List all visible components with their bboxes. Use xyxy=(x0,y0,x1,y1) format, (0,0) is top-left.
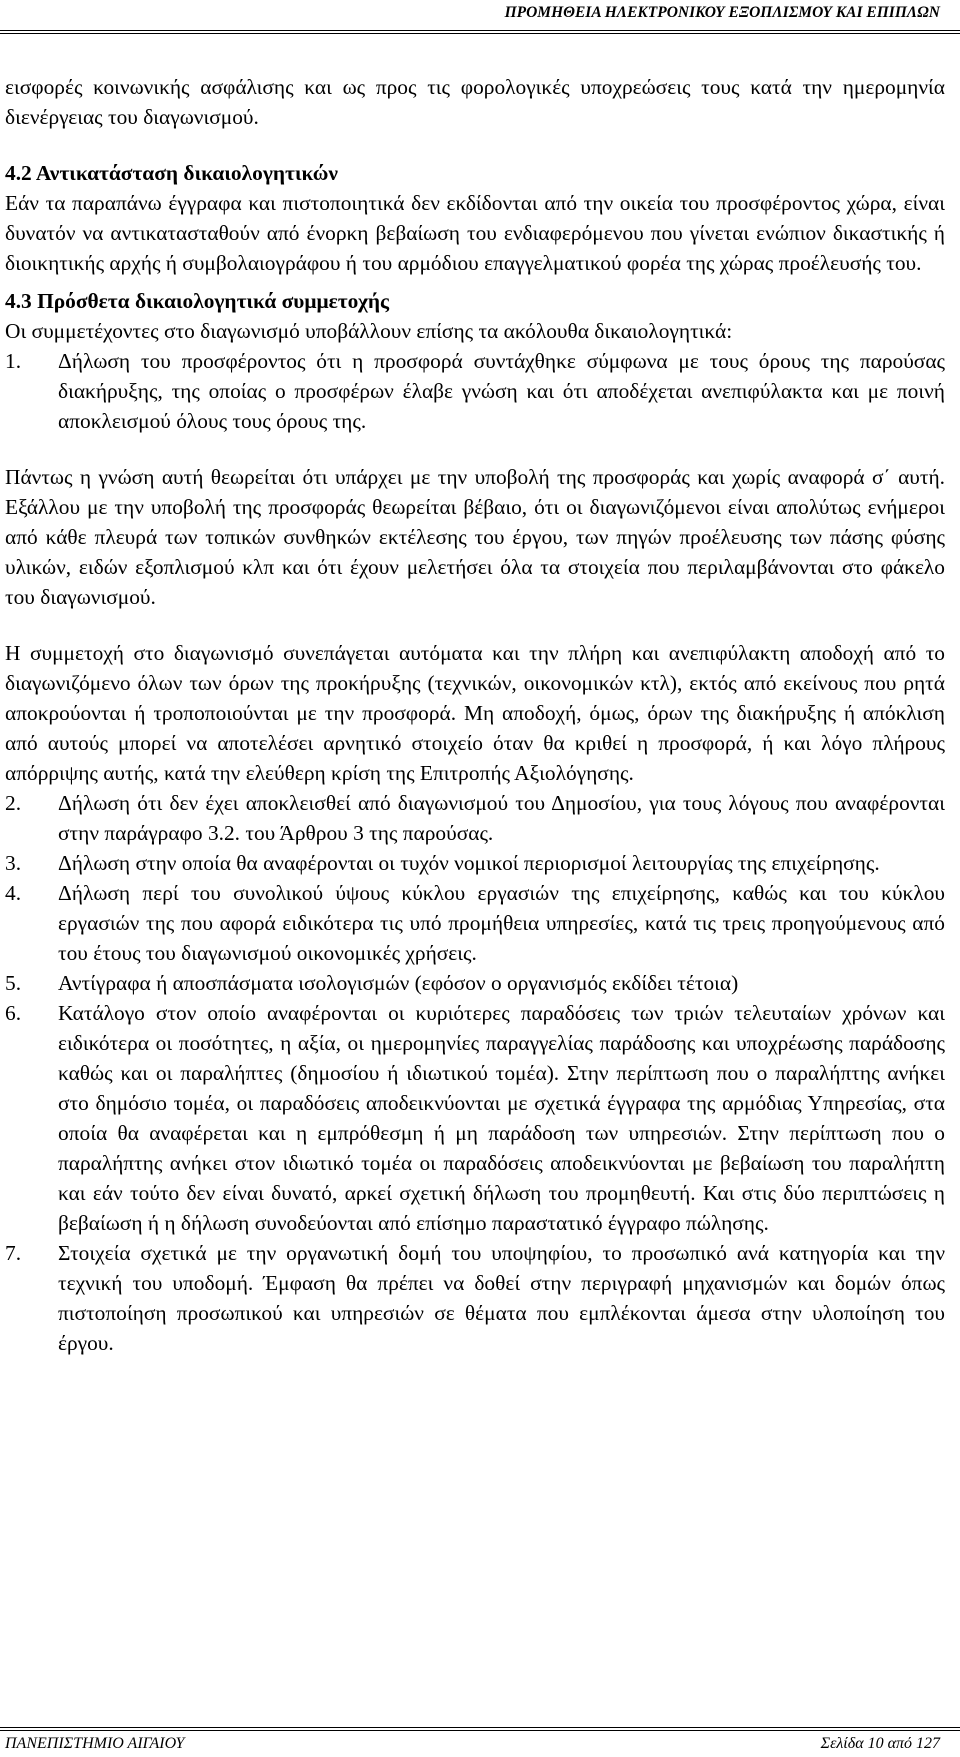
item1-paragraph-3: Η συμμετοχή στο διαγωνισμό συνεπάγεται αυτόματα και την πλήρη και ανεπιφύλακτη αποδοχή από το διαγωνιζόμενο όλων των όρων της προκήρυξης (τεχνικών, οικονομικών κτλ), εκτός από εκείνους που ρητά αποκρούονται ή τροποποιούνται με την προσφορά. Μη αποδοχή, όμως, όρων της διακήρυξης ή απόκλιση από αυτούς μπορεί να αποτελέσει αρνητικό στοιχείο όταν θα κριθεί η προσφορά, ή και λόγο πλήρους απόρριψης αυτής, κατά την ελεύθερη κρίση της Επιτροπής Αξιολόγησης. xyxy=(5,641,945,785)
list-item-text: Δήλωση του προσφέροντος ότι η προσφορά συντάχθηκε σύμφωνα με τους όρους της παρούσας διακήρυξης, της οποίας ο προσφέρων έλαβε γνώση και ότι αποδέχεται ανεπιφύλακτα και με ποινή αποκλεισμού όλους τους όρους της. xyxy=(58,349,945,433)
list-item xyxy=(5,346,945,436)
list-item-number: 4. xyxy=(5,881,22,905)
item1-paragraph-2: Πάντως η γνώση αυτή θεωρείται ότι υπάρχει με την υποβολή της προσφοράς και χωρίς αναφορά σ΄ αυτή. Εξάλλου με την υποβολή της προσφοράς θεωρείται βέβαιο, ότι οι διαγωνιζόμενοι είναι απολύτως ενήμεροι από κάθε πλευρά των τοπικών συνθηκών εκτέλεσης του έργου, των πηγών προέλευσης των πάσης φύσης υλικών, ειδών εξοπλισμού κλπ και ότι έχουν μελετήσει όλα τα στοιχεία που περιλαμβάνονται στο φάκελο του διαγωνισμού. xyxy=(5,465,945,609)
section-4-2-paragraph: Εάν τα παραπάνω έγγραφα και πιστοποιητικά δεν εκδίδονται από την οικεία του προσφέροντος χώρα, είναι δυνατόν να αντικατασταθούν από ένορκη βεβαίωση του ενδιαφερόμενου που γίνεται ενώπιον δικαστικής ή διοικητικής αρχής ή συμβολαιογράφου ή του αρμόδιου επαγγελματικού φορέα της χώρας προέλευσής του. xyxy=(5,191,945,275)
list-item-number: 7. xyxy=(5,1241,22,1265)
header-rule-double xyxy=(0,33,960,34)
list-item xyxy=(5,878,945,968)
list-item xyxy=(5,968,945,998)
list-item-text: Δήλωση περί του συνολικού ύψους κύκλου εργασιών της επιχείρησης, καθώς και του κύκλου εργασιών της που αφορά ειδικότερα τις υπό προμήθεια υπηρεσίες, κατά τις τρεις προηγούμενους από του έτους του διαγωνισμού οικονομικές χρήσεις. xyxy=(58,881,945,965)
page-footer xyxy=(0,1732,960,1756)
intro-paragraph: εισφορές κοινωνικής ασφάλισης και ως προς τις φορολογικές υποχρεώσεις τους κατά την ημερομηνία διενέργειας του διαγωνισμού. xyxy=(5,75,945,129)
list-item-number: 1. xyxy=(5,349,22,373)
section-4-3-intro: Οι συμμετέχοντες στο διαγωνισμό υποβάλλουν επίσης τα ακόλουθα δικαιολογητικά: xyxy=(5,319,733,343)
list-item-number: 5. xyxy=(5,971,22,995)
section-heading-4-2: 4.2 Αντικατάσταση δικαιολογητικών xyxy=(5,161,338,185)
header-rule xyxy=(0,30,960,31)
list-item-number: 3. xyxy=(5,851,22,875)
list-item-number: 2. xyxy=(5,791,22,815)
list-item-number: 6. xyxy=(5,1001,22,1025)
footer-rule xyxy=(0,1727,960,1728)
page-header: ΠΡΟΜΗΘΕΙΑ ΗΛΕΚΤΡΟΝΙΚΟΥ ΕΞΟΠΛΙΣΜΟΥ ΚΑΙ ΕΠΙΠΛΩΝ xyxy=(504,4,940,21)
page-number: Σελίδα 10 από 127 xyxy=(820,1735,940,1752)
list-item-text: Αντίγραφα ή αποσπάσματα ισολογισμών (εφόσον ο οργανισμός εκδίδει τέτοια) xyxy=(58,971,739,995)
section-heading-4-3: 4.3 Πρόσθετα δικαιολογητικά συμμετοχής xyxy=(5,289,390,313)
list-item-text: Κατάλογο στον οποίο αναφέρονται οι κυριότερες παραδόσεις των τριών τελευταίων χρόνων και ειδικότερα οι ποσότητες, η αξία, οι ημερομηνίες παραγγελίας παράδοσης και υποχρέωσης παράδοσης καθώς και οι παραλήπτες (δημοσίου ή ιδιωτικού τομέα). Στην περίπτωση που ο παραλήπτης ανήκει στο δημόσιο τομέα, οι παραδόσεις αποδεικνύονται με σχετικά έγγραφα της αρμόδιας Υπηρεσίας, στα οποία θα αναφέρεται και η εμπρόθεσμη ή μη παράδοση των υπηρεσιών. Στην περίπτωση που ο παραλήπτης ανήκει στον ιδιωτικό τομέα οι παραδόσεις αποδεικνύονται με βεβαίωση του παραλήπτη και εάν τούτο δεν είναι δυνατό, αρκεί σχετική δήλωση του προμηθευτή. Και στις δύο περιπτώσεις η βεβαίωση ή η δήλωση συνοδεύονται από επίσημο παραστατικό έγγραφο πώλησης. xyxy=(58,1001,945,1235)
footer-rule-double xyxy=(0,1730,960,1731)
list-item-text: Δήλωση ότι δεν έχει αποκλεισθεί από διαγωνισμού του Δημοσίου, για τους λόγους που αναφέρονται στην παράγραφο 3.2. του Άρθρου 3 της παρούσας. xyxy=(58,791,945,845)
list-item xyxy=(5,1238,945,1358)
list-item xyxy=(5,998,945,1238)
list-item-text: Δήλωση στην οποία θα αναφέρονται οι τυχόν νομικοί περιορισμοί λειτουργίας της επιχείρησης. xyxy=(58,851,880,875)
document-body xyxy=(5,72,945,1358)
list-item xyxy=(5,788,945,848)
list-item xyxy=(5,848,945,878)
footer-institution: ΠΑΝΕΠΙΣΤΗΜΙΟ ΑΙΓΑΙΟΥ xyxy=(5,1735,185,1752)
list-item-text: Στοιχεία σχετικά με την οργανωτική δομή του υποψηφίου, το προσωπικό ανά κατηγορία και την τεχνική του υποδομή. Έμφαση θα πρέπει να δοθεί στην περιγραφή μηχανισμών και δομών όπως πιστοποίηση προσωπικού και υπηρεσιών σε θέματα που εμπλέκονται άμεσα στην υλοποίηση του έργου. xyxy=(58,1241,945,1355)
